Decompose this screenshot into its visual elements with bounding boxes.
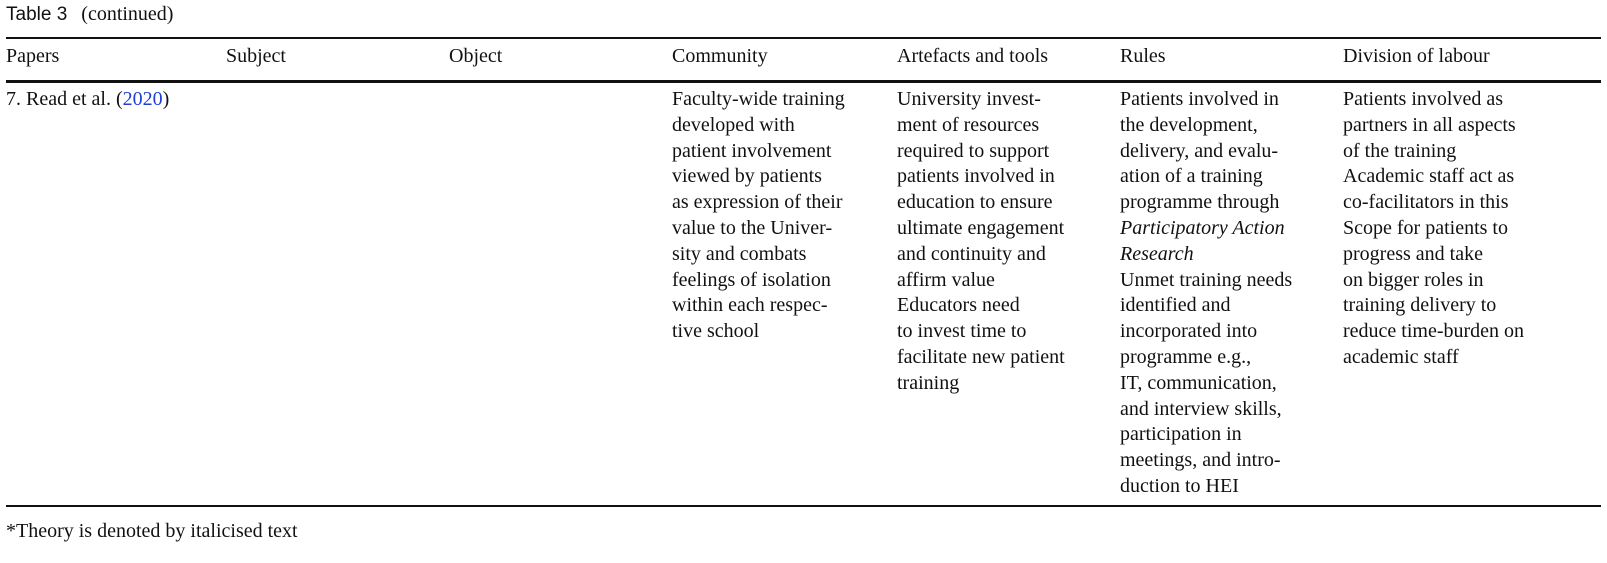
artefacts-entry-2: Educators need to invest time to facilitate new patient training bbox=[897, 294, 1065, 394]
division-entry-1: Patients involved as partners in all aspects of the training bbox=[1343, 88, 1516, 162]
header-division-of-labour: Division of labour bbox=[1343, 45, 1490, 67]
table-header-rule bbox=[6, 80, 1601, 83]
rules-entry-2: Unmet training needs identified and incorporated into programme e.g., IT, communication, and interview skills, participation in meetings, and intro- duction to HEI bbox=[1120, 268, 1293, 497]
header-subject: Subject bbox=[226, 45, 286, 67]
header-papers: Papers bbox=[6, 45, 60, 67]
theory-italic-text: Research bbox=[1120, 242, 1194, 265]
theory-italic-text: Participatory Action bbox=[1120, 216, 1285, 239]
rules-entry-1: Patients involved in the development, delivery, and evalu- ation of a training programme through Participatory Action Research bbox=[1120, 87, 1292, 268]
cell-paper bbox=[6, 87, 169, 113]
division-entry-2: Academic staff act as co-facilitators in this bbox=[1343, 165, 1515, 214]
header-community: Community bbox=[672, 45, 768, 67]
header-object: Object bbox=[449, 45, 503, 67]
table-label: Table 3 bbox=[6, 4, 68, 25]
citation-link-year[interactable]: 2020 bbox=[122, 88, 163, 110]
table-bottom-rule bbox=[6, 505, 1601, 507]
header-rules: Rules bbox=[1120, 45, 1166, 67]
division-entry-3: Scope for patients to progress and take on bigger roles in training delivery to reduce time-burden on academic staff bbox=[1343, 216, 1525, 368]
cell-division-of-labour bbox=[1343, 87, 1524, 371]
table-continued-note: (continued) bbox=[81, 3, 174, 25]
header-artefacts-and-tools: Artefacts and tools bbox=[897, 45, 1049, 67]
cell-artefacts-and-tools bbox=[897, 87, 1065, 397]
community-entry: Faculty-wide training developed with patient involvement viewed by patients as expression of their value to the Univer- sity and combats feelings of isolation within each respec- tive school bbox=[672, 88, 845, 343]
table-caption bbox=[6, 3, 173, 26]
cell-rules bbox=[1120, 87, 1292, 500]
table-top-rule bbox=[6, 37, 1601, 39]
paper-author: 7. Read et al. ( bbox=[6, 88, 123, 110]
table-footnote: *Theory is denoted by italicised text bbox=[6, 520, 298, 542]
cell-community bbox=[672, 87, 845, 345]
paper-close-paren: ) bbox=[162, 88, 170, 110]
artefacts-entry-1: University invest- ment of resources required to support patients involved in education to ensure ultimate engagement and continuity and affirm value bbox=[897, 88, 1065, 291]
